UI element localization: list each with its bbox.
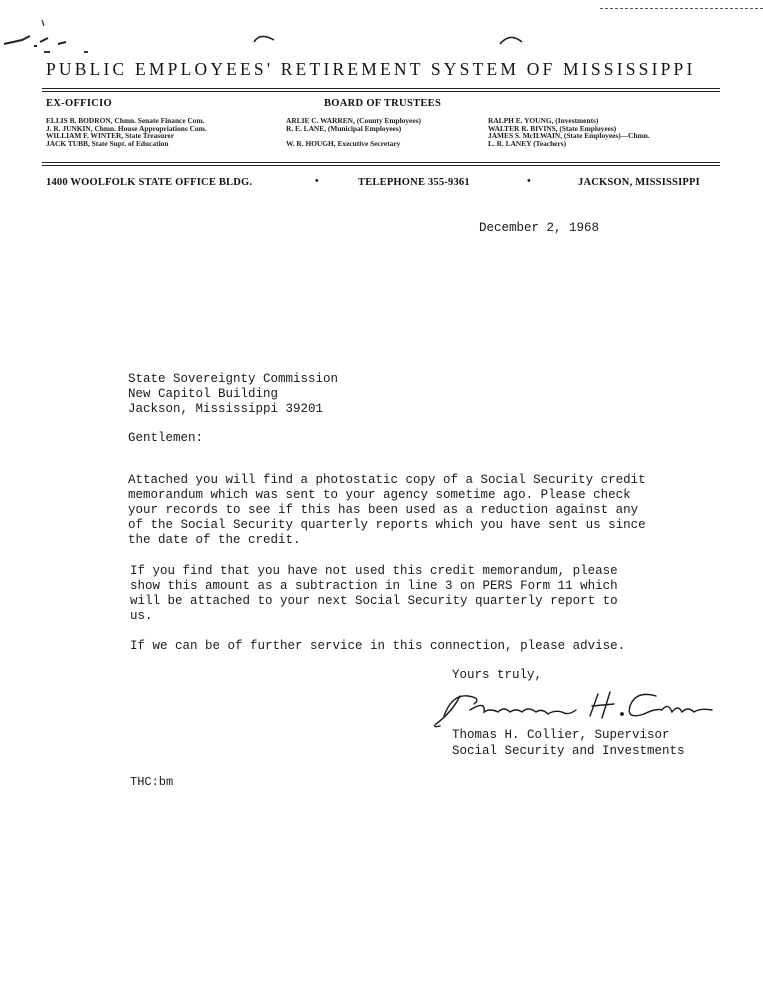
trustee-entry: JACK TUBB, State Supt. of Education [46, 138, 169, 148]
letter-date: December 2, 1968 [479, 221, 600, 235]
ex-officio-heading: EX-OFFICIO [46, 98, 112, 109]
divider [42, 88, 720, 89]
trustee-entry: WILLIAM F. WINTER, State Treasurer [46, 131, 174, 141]
paragraph-line: us. [130, 609, 153, 623]
paragraph-line: of the Social Security quarterly reports which you have sent us since [128, 518, 646, 532]
paragraph-line: memorandum which was sent to your agency sometime ago. Please check [128, 488, 631, 502]
city: JACKSON, MISSISSIPPI [578, 177, 700, 188]
scan-mark [496, 32, 526, 48]
paragraph-line: show this amount as a subtraction in line 3 on PERS Form 11 which [130, 579, 618, 593]
trustee-entry: WALTER R. BIVINS, (State Employees) [488, 123, 617, 133]
trustee-entry: J. R. JUNKIN, Chmn. House Appropriations Com. [46, 123, 207, 133]
paragraph-line: your records to see if this has been used as a reduction against any [128, 503, 639, 517]
organization-name: PUBLIC EMPLOYEES' RETIREMENT SYSTEM OF MISSISSIPPI [46, 59, 696, 79]
trustee-entry: JAMES S. McILWAIN, (State Employees)—Chmn. [488, 131, 650, 141]
scan-edge [600, 8, 763, 9]
recipient-line: State Sovereignty Commission [128, 372, 339, 386]
telephone: TELEPHONE 355-9361 [358, 177, 470, 188]
trustee-entry: RALPH E. YOUNG, (Investments) [488, 116, 599, 125]
paragraph-line: If you find that you have not used this credit memorandum, please [130, 564, 618, 578]
reference-initials: THC:bm [130, 775, 174, 789]
divider [42, 165, 720, 166]
bullet-separator: • [527, 176, 531, 187]
paragraph-line: Attached you will find a photostatic copy of a Social Security credit [128, 473, 646, 487]
board-heading: BOARD OF TRUSTEES [324, 98, 442, 109]
trustees-column-2 [286, 117, 421, 148]
divider [42, 91, 720, 92]
signer-title: Social Security and Investments [452, 744, 685, 758]
handwritten-signature [430, 682, 720, 734]
scan-mark [250, 30, 280, 46]
bullet-separator: • [315, 176, 319, 187]
recipient-address [128, 372, 338, 417]
body-paragraph [128, 473, 668, 548]
paragraph-line: the date of the credit. [128, 533, 301, 547]
trustee-entry: W. R. HOUGH, Executive Secretary [286, 139, 401, 149]
trustee-entry: L. R. LANEY (Teachers) [488, 138, 567, 148]
salutation: Gentlemen: [128, 431, 204, 445]
paragraph-line: will be attached to your next Social Security quarterly report to [130, 594, 618, 608]
trustees-column-3 [488, 117, 650, 147]
signer-name: Thomas H. Collier, Supervisor [452, 728, 670, 742]
body-paragraph: If we can be of further service in this connection, please advise. [130, 639, 626, 653]
closing: Yours truly, [452, 668, 543, 682]
body-paragraph [130, 564, 670, 624]
recipient-line: New Capitol Building [128, 387, 279, 401]
trustees-column-1 [46, 117, 207, 147]
trustee-entry: ELLIS B. BODRON, Chmn. Senate Finance Com. [46, 116, 205, 125]
divider [42, 162, 720, 163]
recipient-line: Jackson, Mississippi 39201 [128, 402, 324, 416]
trustee-entry: ARLIE C. WARREN, (County Employees) [286, 116, 421, 125]
office-address: 1400 WOOLFOLK STATE OFFICE BLDG. [46, 177, 253, 188]
scan-mark [0, 14, 90, 59]
trustee-entry: R. E. LANE, (Municipal Employees) [286, 123, 402, 133]
